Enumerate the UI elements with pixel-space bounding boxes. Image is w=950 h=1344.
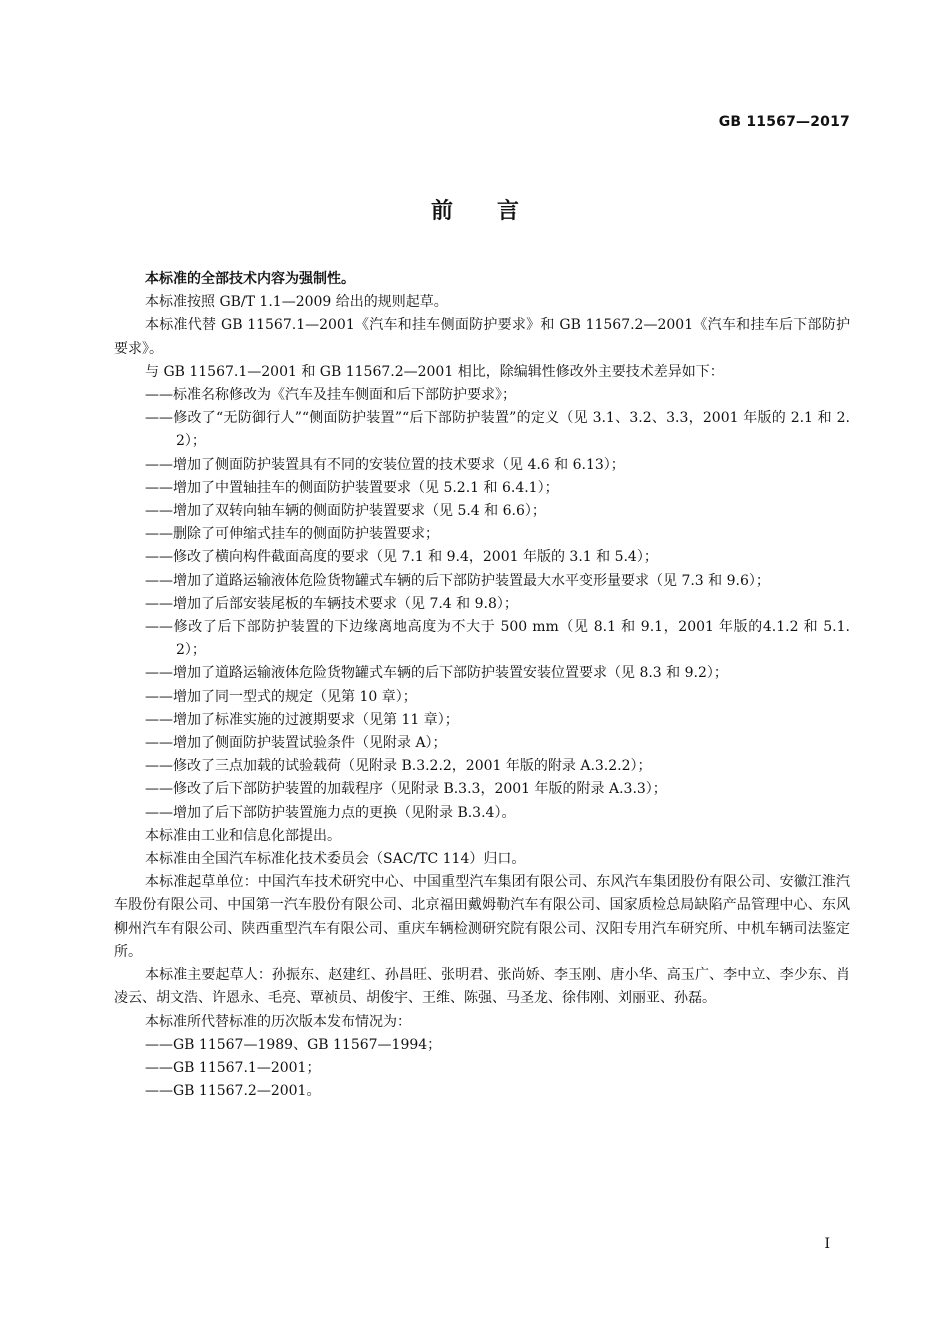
list-item: ——增加了标准实施的过渡期要求（见第 11 章）； (145, 711, 459, 728)
paragraph-replaces: 本标准代替 GB 11567.1—2001《汽车和挂车侧面防护要求》和 GB 11567.2—2001《汽车和挂车后下部防护要求》。 (114, 317, 850, 357)
list-item: ——增加了同一型式的规定（见第 10 章）； (145, 688, 417, 705)
list-item: ——增加了侧面防护装置具有不同的安装位置的技术要求（见 4.6 和 6.13）； (145, 456, 625, 473)
paragraph-mandatory-statement: 本标准的全部技术内容为强制性。 (145, 271, 355, 287)
paragraph-drafting-units: 本标准起草单位：中国汽车技术研究中心、中国重型汽车集团有限公司、东风汽车集团股份有限公司、安徽江淮汽车股份有限公司、中国第一汽车股份有限公司、北京福田戴姆勒汽车有限公司、国家质检总局缺陷产品管理中心、东风柳州汽车有限公司、陕西重型汽车有限公司、重庆车辆检测研究院有限公司、汉阳专用汽车研究所、中机车辆司法鉴定所。 (114, 874, 850, 960)
list-item: ——增加了后下部防护装置施力点的更换（见附录 B.3.4）。 (145, 804, 516, 821)
list-item: ——修改了三点加载的试验载荷（见附录 B.3.2.2，2001 年版的附录 A.3.2.2）； (145, 758, 652, 775)
paragraph-centralized-by: 本标准由全国汽车标准化技术委员会（SAC/TC 114）归口。 (145, 851, 526, 868)
paragraph-proposed-by: 本标准由工业和信息化部提出。 (145, 827, 341, 844)
page-title: 前言 (430, 199, 563, 224)
paragraph-drafters: 本标准主要起草人：孙振东、赵建红、孙昌旺、张明君、张尚娇、李玉刚、唐小华、高玉广、李中立、李少东、肖凌云、胡文浩、许恩永、毛亮、覃祯员、胡俊宇、王维、陈强、马圣龙、徐伟刚、刘丽亚、孙磊。 (114, 967, 850, 1007)
list-item: ——GB 11567—1989、GB 11567—1994； (145, 1036, 442, 1053)
changes-list (114, 384, 850, 825)
page-number: I (824, 1236, 830, 1252)
paragraph-differences-intro: 与 GB 11567.1—2001 和 GB 11567.2—2001 相比，除编辑性修改外主要技术差异如下： (145, 363, 724, 380)
list-item: ——标准名称修改为《汽车及挂车侧面和后下部防护要求》； (145, 387, 516, 404)
list-item: ——增加了道路运输液体危险货物罐式车辆的后下部防护装置最大水平变形量要求（见 7.3 和 9.6）； (145, 572, 770, 589)
list-item: ——删除了可伸缩式挂车的侧面防护装置要求； (145, 526, 439, 543)
list-item: ——修改了横向构件截面高度的要求（见 7.1 和 9.4，2001 年版的 3.1 和 5.4）； (145, 549, 658, 566)
list-item: ——GB 11567.2—2001。 (145, 1083, 321, 1100)
list-item: ——增加了后部安装尾板的车辆技术要求（见 7.4 和 9.8）； (145, 595, 518, 612)
list-item: ——增加了中置轴挂车的侧面防护装置要求（见 5.2.1 和 6.4.1）； (145, 479, 559, 496)
list-item: ——增加了双转向轴车辆的侧面防护装置要求（见 5.4 和 6.6）； (145, 503, 546, 520)
paragraph-previous-editions-intro: 本标准所代替标准的历次版本发布情况为： (145, 1013, 411, 1030)
list-item: ——修改了后下部防护装置的加载程序（见附录 B.3.3，2001 年版的附录 A.3.3）； (145, 781, 667, 798)
paragraph-drafting-rules: 本标准按照 GB/T 1.1—2009 给出的规则起草。 (145, 294, 448, 311)
list-item: ——修改了后下部防护装置的下边缘离地高度为不大于 500 mm（见 8.1 和 9.1，2001 年版的4.1.2 和 5.1.2）； (145, 619, 850, 659)
list-item: ——增加了侧面防护装置试验条件（见附录 A）； (145, 735, 447, 752)
list-item: ——GB 11567.1—2001； (145, 1059, 321, 1076)
standard-number: GB 11567—2017 (718, 114, 850, 130)
foreword-body (114, 268, 850, 1103)
previous-editions-list (114, 1034, 850, 1104)
list-item: ——增加了道路运输液体危险货物罐式车辆的后下部防护装置安装位置要求（见 8.3 和 9.2）； (145, 665, 728, 682)
list-item: ——修改了“无防御行人”“侧面防护装置”“后下部防护装置”的定义（见 3.1、3.2、3.3，2001 年版的 2.1 和 2.2）； (145, 410, 850, 450)
